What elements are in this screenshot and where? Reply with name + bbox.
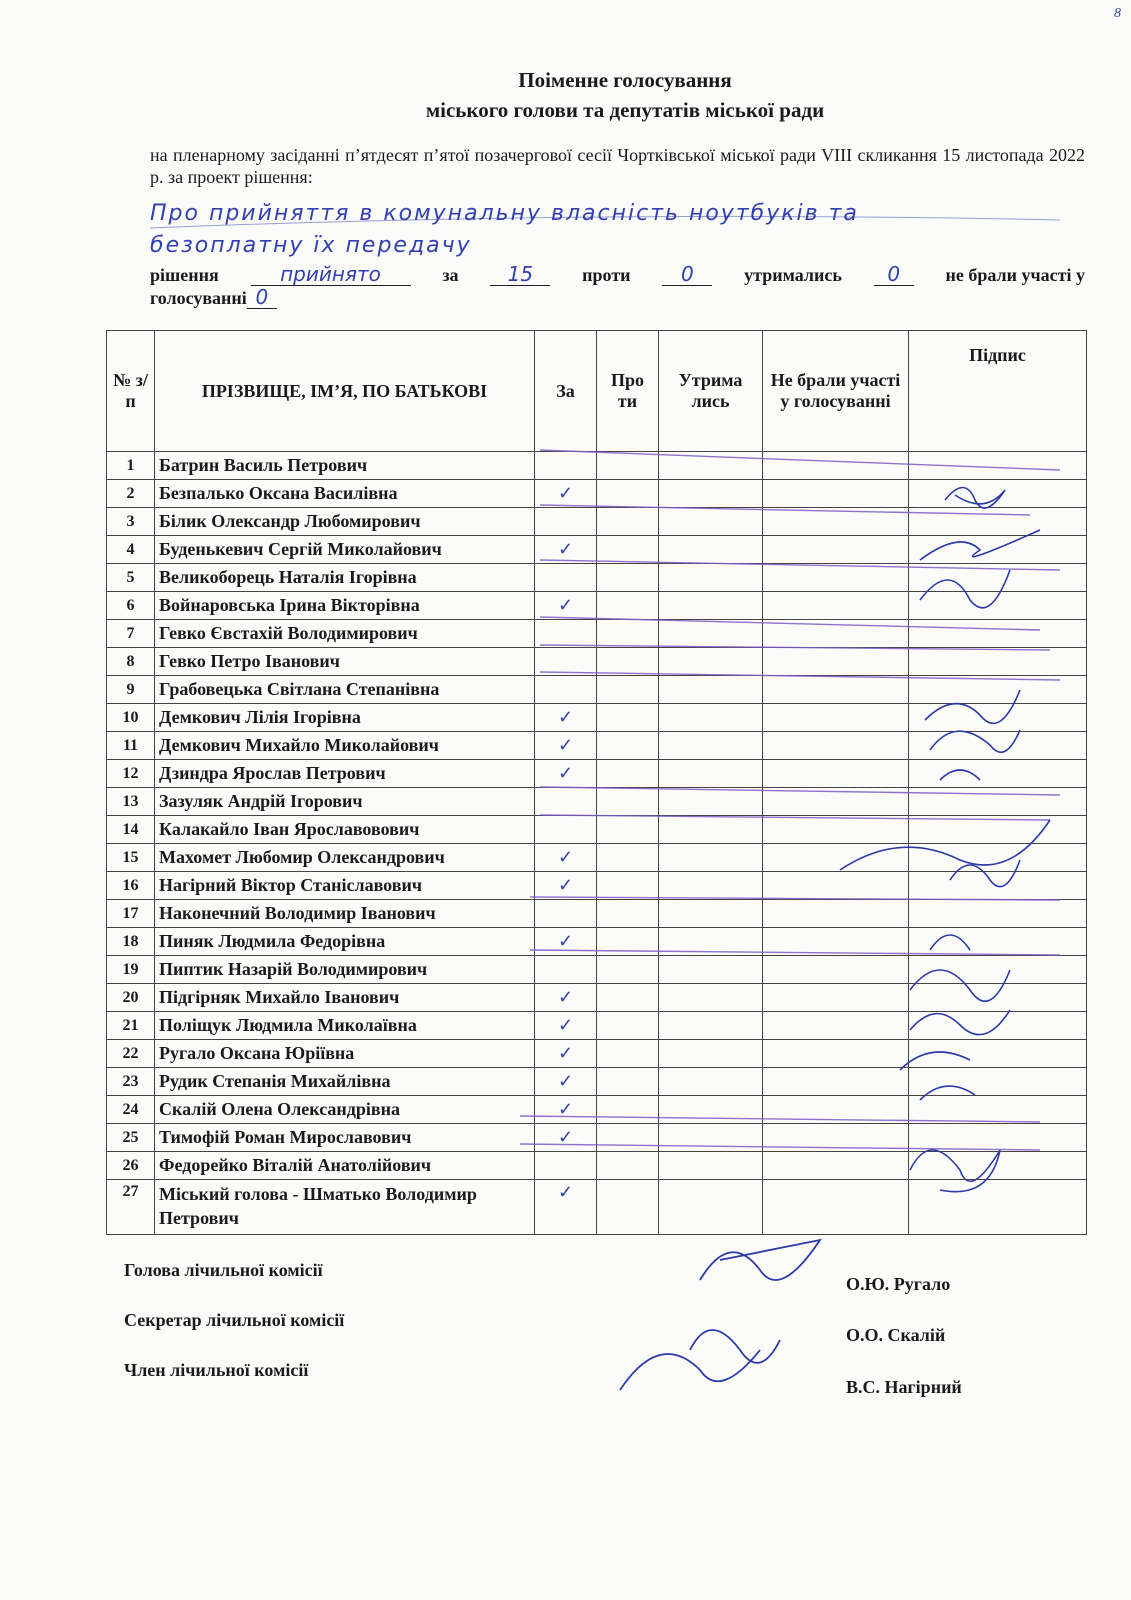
row-name: Дзиндра Ярослав Петрович	[155, 760, 535, 788]
row-name: Підгірняк Михайло Іванович	[155, 984, 535, 1012]
row-pidpys	[909, 536, 1087, 564]
row-za: ✓	[535, 536, 597, 564]
row-ne-braly	[763, 1068, 909, 1096]
row-utrymalys	[659, 676, 763, 704]
table-row	[107, 508, 1087, 536]
commission-secretary-label: Секретар лічильної комісії	[124, 1310, 345, 1330]
row-za: ✓	[535, 928, 597, 956]
row-ne-braly	[763, 676, 909, 704]
row-pidpys	[909, 844, 1087, 872]
decision-value: прийнято	[251, 263, 411, 286]
row-num: 9	[107, 676, 155, 704]
document-subtitle: міського голови та депутатів міської ради	[425, 98, 825, 122]
row-za	[535, 676, 597, 704]
row-num: 21	[107, 1012, 155, 1040]
row-name: Грабовецька Світлана Степанівна	[155, 676, 535, 704]
row-num: 24	[107, 1096, 155, 1124]
row-name: Калакайло Іван Ярославовович	[155, 816, 535, 844]
row-ne-braly	[763, 1180, 909, 1235]
row-num: 25	[107, 1124, 155, 1152]
row-proty	[597, 452, 659, 480]
row-num: 14	[107, 816, 155, 844]
row-num: 19	[107, 956, 155, 984]
row-za: ✓	[535, 1040, 597, 1068]
intro-paragraph	[150, 144, 1085, 188]
decision-label: рішення	[150, 265, 219, 285]
row-utrymalys	[659, 732, 763, 760]
table-row	[107, 704, 1087, 732]
row-proty	[597, 1096, 659, 1124]
row-ne-braly	[763, 564, 909, 592]
table-row	[107, 536, 1087, 564]
row-za: ✓	[535, 984, 597, 1012]
table-row	[107, 452, 1087, 480]
row-proty	[597, 564, 659, 592]
row-pidpys	[909, 564, 1087, 592]
table-row	[107, 480, 1087, 508]
row-ne-braly	[763, 984, 909, 1012]
row-name: Ругало Оксана Юріївна	[155, 1040, 535, 1068]
row-utrymalys	[659, 1180, 763, 1235]
table-row	[107, 1068, 1087, 1096]
commission-head-name: О.Ю. Ругало	[846, 1274, 951, 1294]
row-name: Демкович Лілія Ігорівна	[155, 704, 535, 732]
row-utrymalys	[659, 928, 763, 956]
row-name: Гевко Євстахій Володимирович	[155, 620, 535, 648]
row-ne-braly	[763, 732, 909, 760]
row-pidpys	[909, 1040, 1087, 1068]
row-utrymalys	[659, 508, 763, 536]
against-value: 0	[662, 263, 712, 286]
corner-mark: 8	[1114, 6, 1121, 21]
row-proty	[597, 816, 659, 844]
row-num: 23	[107, 1068, 155, 1096]
table-row	[107, 760, 1087, 788]
row-pidpys	[909, 984, 1087, 1012]
table-row	[107, 1012, 1087, 1040]
table-row	[107, 1180, 1087, 1235]
row-proty	[597, 620, 659, 648]
row-proty	[597, 508, 659, 536]
row-ne-braly	[763, 1152, 909, 1180]
for-value: 15	[490, 263, 550, 286]
row-pidpys	[909, 872, 1087, 900]
row-utrymalys	[659, 872, 763, 900]
table-row	[107, 676, 1087, 704]
vote-result-row-2	[150, 286, 1085, 309]
row-za: ✓	[535, 760, 597, 788]
abstained-value: 0	[874, 263, 914, 286]
row-proty	[597, 1040, 659, 1068]
row-za: ✓	[535, 1180, 597, 1235]
commission-member-name: В.С. Нагірний	[846, 1377, 962, 1397]
row-proty	[597, 536, 659, 564]
row-num: 27	[107, 1180, 155, 1235]
row-name: Білик Олександр Любомирович	[155, 508, 535, 536]
table-row	[107, 788, 1087, 816]
not-participated-label: не брали участі у	[945, 265, 1085, 285]
row-pidpys	[909, 1180, 1087, 1235]
commission-member-label: Член лічильної комісії	[124, 1360, 309, 1380]
row-name: Буденькевич Сергій Миколайович	[155, 536, 535, 564]
row-num: 12	[107, 760, 155, 788]
table-row	[107, 592, 1087, 620]
row-ne-braly	[763, 1012, 909, 1040]
row-utrymalys	[659, 816, 763, 844]
row-name: Поліщук Людмила Миколаївна	[155, 1012, 535, 1040]
row-proty	[597, 704, 659, 732]
row-name: Скалій Олена Олександрівна	[155, 1096, 535, 1124]
table-row	[107, 564, 1087, 592]
row-num: 8	[107, 648, 155, 676]
row-proty	[597, 1180, 659, 1235]
row-pidpys	[909, 508, 1087, 536]
row-name: Батрин Василь Петрович	[155, 452, 535, 480]
row-utrymalys	[659, 592, 763, 620]
row-utrymalys	[659, 900, 763, 928]
row-proty	[597, 928, 659, 956]
row-ne-braly	[763, 480, 909, 508]
row-pidpys	[909, 648, 1087, 676]
header-za: За	[535, 331, 597, 452]
row-utrymalys	[659, 844, 763, 872]
row-za	[535, 956, 597, 984]
row-num: 5	[107, 564, 155, 592]
commission-signatures	[620, 1240, 820, 1390]
table-row	[107, 648, 1087, 676]
row-pidpys	[909, 620, 1087, 648]
table-header-row	[107, 331, 1087, 452]
vote-result	[150, 263, 1085, 309]
row-pidpys	[909, 760, 1087, 788]
table-row	[107, 900, 1087, 928]
row-proty	[597, 480, 659, 508]
row-za: ✓	[535, 1124, 597, 1152]
table-row	[107, 816, 1087, 844]
intro-text: на пленарному засіданні п’ятдесят п’ятої позачергової сесії Чортківської міської ради VIII скликання 15 листопада 2022 р. за проект рішення:	[150, 145, 1085, 187]
row-num: 22	[107, 1040, 155, 1068]
row-name: Пиняк Людмила Федорівна	[155, 928, 535, 956]
row-pidpys	[909, 816, 1087, 844]
row-utrymalys	[659, 1068, 763, 1096]
row-num: 16	[107, 872, 155, 900]
row-utrymalys	[659, 452, 763, 480]
row-utrymalys	[659, 956, 763, 984]
row-utrymalys	[659, 536, 763, 564]
row-ne-braly	[763, 704, 909, 732]
header-pidpys: Підпис	[909, 331, 1087, 452]
row-proty	[597, 900, 659, 928]
row-pidpys	[909, 732, 1087, 760]
row-pidpys	[909, 676, 1087, 704]
row-name: Федорейко Віталій Анатолійович	[155, 1152, 535, 1180]
table-row	[107, 872, 1087, 900]
row-za: ✓	[535, 592, 597, 620]
row-za	[535, 788, 597, 816]
row-ne-braly	[763, 452, 909, 480]
row-num: 4	[107, 536, 155, 564]
row-pidpys	[909, 1068, 1087, 1096]
row-name: Демкович Михайло Миколайович	[155, 732, 535, 760]
row-utrymalys	[659, 480, 763, 508]
row-name: Пиптик Назарій Володимирович	[155, 956, 535, 984]
row-utrymalys	[659, 1096, 763, 1124]
row-za: ✓	[535, 1012, 597, 1040]
signature-scribble	[700, 1240, 820, 1280]
row-utrymalys	[659, 620, 763, 648]
header-ne-braly: Не брали участі у голосуванні	[763, 331, 909, 452]
table-row	[107, 1040, 1087, 1068]
row-utrymalys	[659, 1124, 763, 1152]
signature-scribble	[620, 1350, 760, 1390]
row-proty	[597, 592, 659, 620]
row-ne-braly	[763, 592, 909, 620]
row-name: Міський голова - Шматько Володимир Петрович	[155, 1180, 535, 1235]
row-num: 10	[107, 704, 155, 732]
row-ne-braly	[763, 928, 909, 956]
row-num: 20	[107, 984, 155, 1012]
row-ne-braly	[763, 956, 909, 984]
row-pidpys	[909, 1096, 1087, 1124]
row-pidpys	[909, 1124, 1087, 1152]
row-proty	[597, 648, 659, 676]
row-name: Наконечний Володимир Іванович	[155, 900, 535, 928]
row-utrymalys	[659, 984, 763, 1012]
row-num: 17	[107, 900, 155, 928]
row-za	[535, 648, 597, 676]
row-pidpys	[909, 704, 1087, 732]
row-pidpys	[909, 928, 1087, 956]
for-label: за	[442, 265, 459, 285]
row-num: 2	[107, 480, 155, 508]
row-pidpys	[909, 480, 1087, 508]
row-name: Гевко Петро Іванович	[155, 648, 535, 676]
row-pidpys	[909, 1012, 1087, 1040]
row-za	[535, 816, 597, 844]
abstained-label: утримались	[744, 265, 842, 285]
table-row	[107, 1152, 1087, 1180]
header-name: ПРІЗВИЩЕ, ІМ’Я, ПО БАТЬКОВІ	[155, 331, 535, 452]
row-ne-braly	[763, 816, 909, 844]
row-za: ✓	[535, 704, 597, 732]
row-ne-braly	[763, 1040, 909, 1068]
commission-secretary-name: О.О. Скалій	[846, 1325, 946, 1345]
table-body	[107, 452, 1087, 1235]
row-proty	[597, 984, 659, 1012]
row-ne-braly	[763, 900, 909, 928]
project-line-1: Про прийняття в комунальну власність ноутбуків та	[150, 201, 859, 226]
row-num: 18	[107, 928, 155, 956]
row-pidpys	[909, 788, 1087, 816]
row-proty	[597, 844, 659, 872]
row-za: ✓	[535, 872, 597, 900]
table-row	[107, 956, 1087, 984]
row-ne-braly	[763, 536, 909, 564]
row-proty	[597, 1124, 659, 1152]
row-name: Махомет Любомир Олександрович	[155, 844, 535, 872]
table-row	[107, 984, 1087, 1012]
row-name: Войнаровська Ірина Вікторівна	[155, 592, 535, 620]
row-za	[535, 564, 597, 592]
row-proty	[597, 732, 659, 760]
row-name: Безпалько Оксана Василівна	[155, 480, 535, 508]
row-num: 13	[107, 788, 155, 816]
row-proty	[597, 872, 659, 900]
header-utrymalys: Утрима лись	[659, 331, 763, 452]
row-ne-braly	[763, 1124, 909, 1152]
row-num: 15	[107, 844, 155, 872]
document-title: Поіменне голосування	[518, 68, 732, 92]
roll-call-table	[106, 330, 1087, 1235]
row-ne-braly	[763, 620, 909, 648]
row-za	[535, 508, 597, 536]
row-proty	[597, 1012, 659, 1040]
table-row	[107, 620, 1087, 648]
row-num: 26	[107, 1152, 155, 1180]
row-za	[535, 900, 597, 928]
row-utrymalys	[659, 1040, 763, 1068]
table-row	[107, 844, 1087, 872]
header-num: № з/п	[107, 331, 155, 452]
row-ne-braly	[763, 844, 909, 872]
row-proty	[597, 760, 659, 788]
row-name: Тимофій Роман Мирославович	[155, 1124, 535, 1152]
table-row	[107, 732, 1087, 760]
row-za: ✓	[535, 844, 597, 872]
row-utrymalys	[659, 564, 763, 592]
row-za	[535, 620, 597, 648]
row-proty	[597, 1068, 659, 1096]
row-ne-braly	[763, 872, 909, 900]
row-pidpys	[909, 956, 1087, 984]
row-ne-braly	[763, 1096, 909, 1124]
row-num: 11	[107, 732, 155, 760]
commission-head-label: Голова лічильної комісії	[124, 1260, 323, 1280]
row-pidpys	[909, 452, 1087, 480]
row-utrymalys	[659, 1012, 763, 1040]
project-title-handwritten	[150, 198, 1085, 262]
table-row	[107, 928, 1087, 956]
row-name: Зазуляк Андрій Ігорович	[155, 788, 535, 816]
header-proty: Про ти	[597, 331, 659, 452]
row-utrymalys	[659, 704, 763, 732]
vote-result-row	[150, 263, 1085, 286]
row-num: 6	[107, 592, 155, 620]
project-line-2: безоплатну їх передачу	[150, 233, 472, 258]
row-name: Нагірний Віктор Станіславович	[155, 872, 535, 900]
signature-scribble	[690, 1330, 780, 1363]
row-proty	[597, 956, 659, 984]
row-proty	[597, 788, 659, 816]
row-utrymalys	[659, 648, 763, 676]
not-participated-value: 0	[247, 286, 277, 309]
row-proty	[597, 676, 659, 704]
row-ne-braly	[763, 788, 909, 816]
row-ne-braly	[763, 508, 909, 536]
row-za: ✓	[535, 480, 597, 508]
row-num: 7	[107, 620, 155, 648]
table-row	[107, 1096, 1087, 1124]
row-ne-braly	[763, 648, 909, 676]
row-num: 3	[107, 508, 155, 536]
row-utrymalys	[659, 1152, 763, 1180]
row-za	[535, 1152, 597, 1180]
row-za: ✓	[535, 1096, 597, 1124]
table-row	[107, 1124, 1087, 1152]
row-pidpys	[909, 1152, 1087, 1180]
row-pidpys	[909, 592, 1087, 620]
not-participated-label-2: голосуванні	[150, 288, 247, 308]
row-name: Рудик Степанія Михайлівна	[155, 1068, 535, 1096]
row-za: ✓	[535, 1068, 597, 1096]
row-ne-braly	[763, 760, 909, 788]
row-utrymalys	[659, 788, 763, 816]
row-pidpys	[909, 900, 1087, 928]
row-name: Великоборець Наталія Ігорівна	[155, 564, 535, 592]
row-utrymalys	[659, 760, 763, 788]
row-za: ✓	[535, 732, 597, 760]
row-za	[535, 452, 597, 480]
row-num: 1	[107, 452, 155, 480]
row-proty	[597, 1152, 659, 1180]
against-label: проти	[582, 265, 631, 285]
